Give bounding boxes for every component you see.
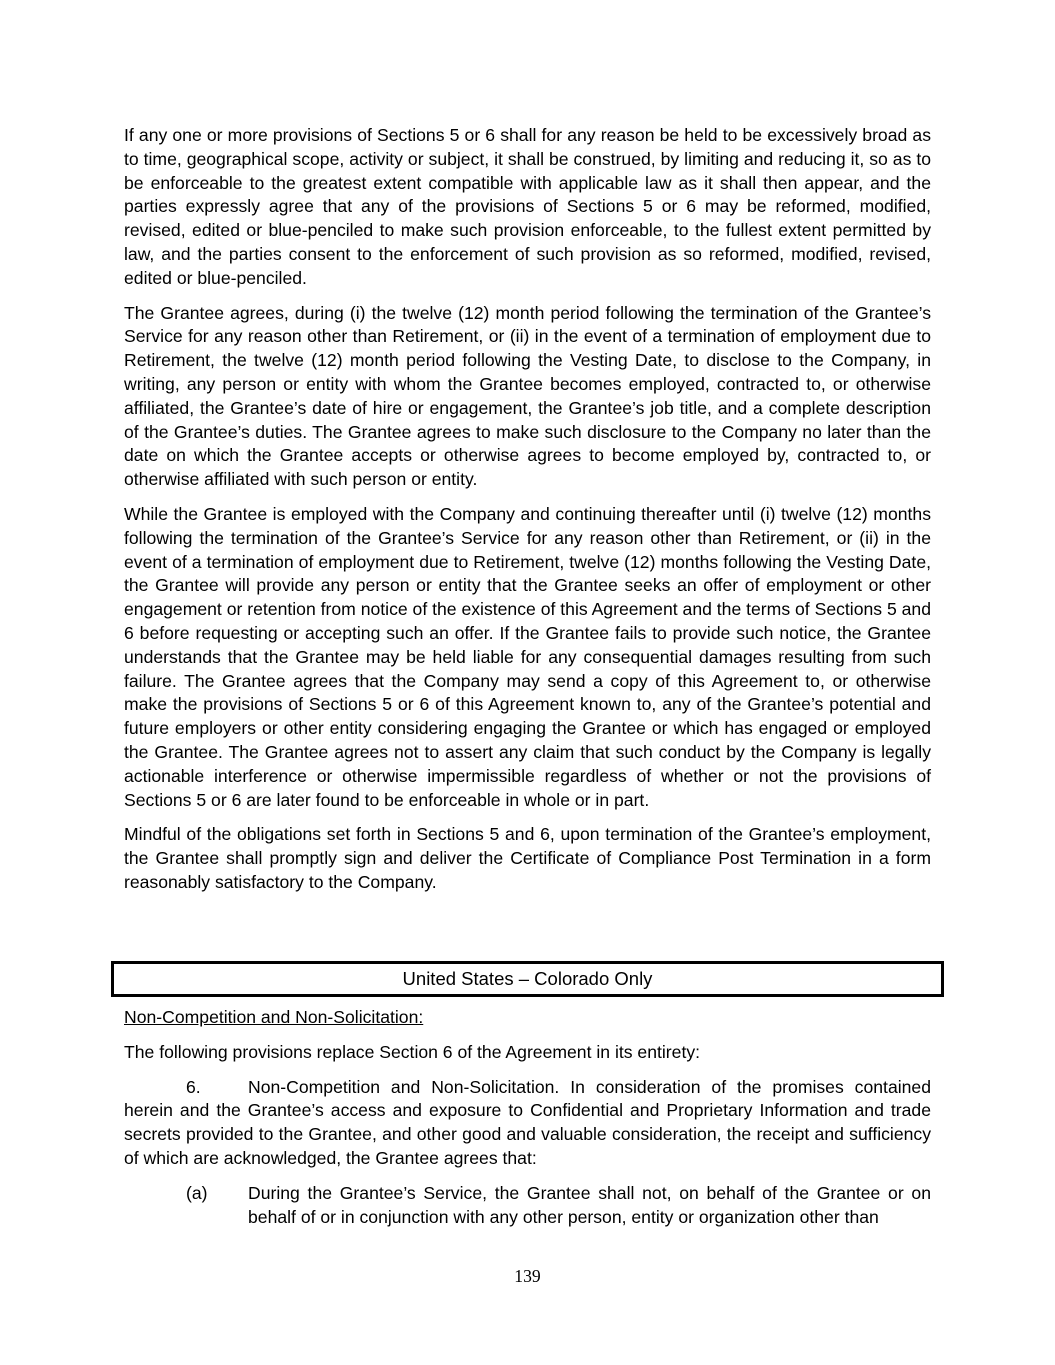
section-6-number: 6.: [186, 1076, 201, 1097]
list-item-a: [124, 1182, 931, 1230]
list-item-a-text: During the Grantee’s Service, the Grantee shall not, on behalf of the Grantee or on behalf of or in conjunction with any other person, entity or organization other than: [248, 1182, 931, 1227]
list-item-a-label: (a): [186, 1182, 208, 1203]
paragraph-disclosure: The Grantee agrees, during (i) the twelve (12) month period following the termination of the Grantee’s Service for any reason other than Retirement, or (ii) in the event of a termination of employment due to Retirement, the twelve (12) month period following the Vesting Date, to disclose to the Company, in writing, any person or entity with whom the Grantee becomes employed, contracted to, or otherwise affiliated, the Grantee’s date of hire or engagement, the Grantee’s job title, and a complete description of the Grantee’s duties. The Grantee agrees to make such disclosure to the Company no later than the date on which the Grantee accepts or otherwise agrees to become employed by, contracted to, or otherwise affiliated with such person or entity.: [124, 302, 931, 490]
page-number: 139: [514, 1266, 541, 1286]
intro-paragraph: The following provisions replace Section 6 of the Agreement in its entirety:: [124, 1041, 701, 1062]
section-banner: United States – Colorado Only: [111, 961, 944, 997]
colorado-section: [124, 1006, 931, 1229]
section-heading: Non-Competition and Non-Solicitation:: [124, 1007, 424, 1027]
paragraph-certificate: Mindful of the obligations set forth in Sections 5 and 6, upon termination of the Grantee’s employment, the Grantee shall promptly sign and deliver the Certificate of Compliance Post Termination in a form reasonably satisfactory to the Company.: [124, 824, 931, 892]
section-6-paragraph: [124, 1076, 931, 1171]
paragraph-severability: If any one or more provisions of Sections 5 or 6 shall for any reason be held to be excessively broad as to time, geographical scope, activity or subject, it shall be construed, by limiting and reducing it, so as to be enforceable to the greatest extent compatible with applicable law as it shall then appear, and the parties expressly agree that any of the provisions of Sections 5 or 6 may be reformed, modified, revised, edited or blue-penciled to make such provision enforceable, to the fullest extent permitted by law, and the parties consent to the enforcement of such provision as so reformed, modified, revised, edited or blue-penciled.: [124, 125, 931, 288]
section-6-text: Non-Competition and Non-Solicitation. In consideration of the promises contained herein and the Grantee’s access and exposure to Confidential and Proprietary Information and trade secrets provided to the Grantee, and other good and valuable consideration, the receipt and sufficiency of which are acknowledged, the Grantee agrees that:: [124, 1076, 931, 1168]
paragraph-notice: While the Grantee is employed with the Company and continuing thereafter until (i) twelve (12) months following the termination of the Grantee’s Service for any reason other than Retirement, or (ii) in the event of a termination of employment due to Retirement, twelve (12) months following the Vesting Date, the Grantee will provide any person or entity that the Grantee seeks an offer of employment or other engagement or retention from notice of the existence of this Agreement and the terms of Sections 5 and 6 before requesting or accepting such an offer. If the Grantee fails to provide such notice, the Grantee understands that the Grantee may be held liable for any consequential damages resulting from such failure. The Grantee agrees that the Company may send a copy of this Agreement to, or otherwise make the provisions of Sections 5 or 6 of this Agreement known to, any of the Grantee’s potential and future employers or other entity considering engaging the Grantee or which has engaged or employed the Grantee. The Grantee agrees not to assert any claim that such conduct by the Company is legally actionable interference or otherwise impermissible regardless of whether or not the provisions of Sections 5 or 6 are later found to be enforceable in whole or in part.: [124, 503, 931, 810]
body-text: [124, 124, 931, 906]
